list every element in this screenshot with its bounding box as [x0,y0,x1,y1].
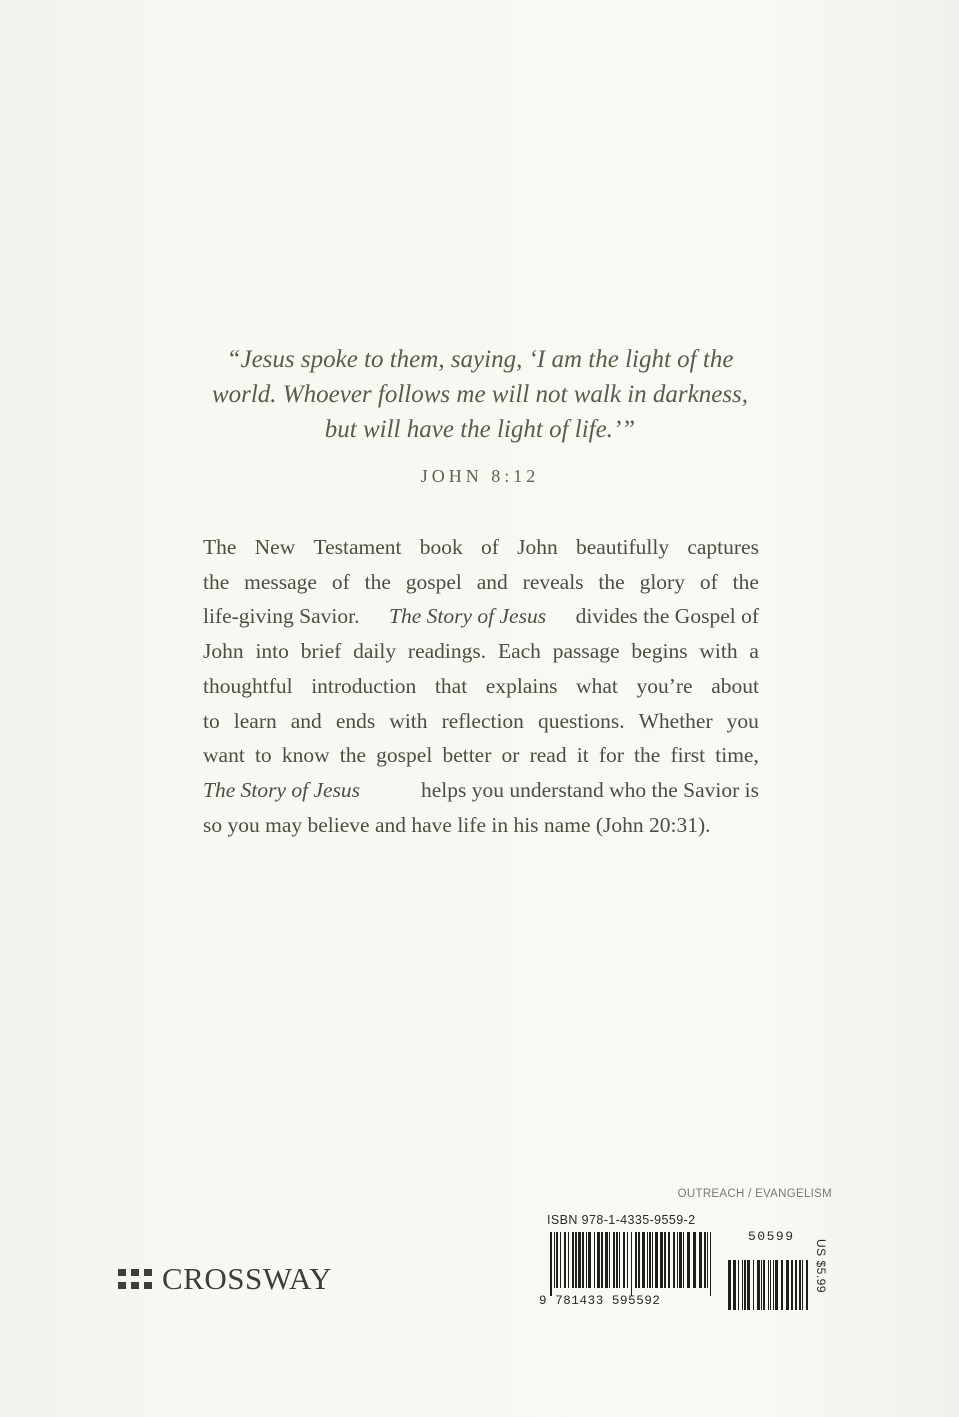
description-line [203,704,759,739]
description-word: the [364,569,391,594]
epigraph-line: “Jesus spoke to them, saying, ‘I am the light of the [226,346,734,373]
crossway-mark-icon [118,1267,152,1291]
description-line [203,738,759,773]
description-line [203,669,759,704]
description-line [203,808,759,843]
publisher-name: CROSSWAY [162,1261,332,1296]
description-word: to [254,743,272,768]
description-word: begins [631,639,688,664]
description-word: time, [715,743,759,768]
description-word: Whether [638,708,713,733]
description-word: with [699,639,738,664]
description-word: what [576,673,618,698]
description-word: better [442,743,492,768]
description-word: the [203,569,230,594]
description-word: message [244,569,317,594]
description-word: readings. [407,639,487,664]
book-title: The Story of Jesus [389,604,547,629]
description-word: learn [233,708,277,733]
description-word: passage [552,639,620,664]
description-word: the [634,743,661,768]
description-word: glory [639,569,685,594]
description-word: ends [335,708,376,733]
description-word: book [419,535,463,559]
description-word: a [749,639,759,664]
description-word: you’re [636,673,693,698]
description-word: captures [687,535,759,559]
description-word: with [389,708,428,733]
barcode-addon [728,1260,808,1310]
description-word: gospel [376,743,433,768]
description-text: divides the Gospel of [575,604,759,629]
description-word: for [598,743,624,768]
description-word: The [203,535,237,559]
description-word: or [501,743,520,768]
description-word: know [281,743,330,768]
description-word: Each [497,639,541,664]
description-word: explains [485,673,558,698]
epigraph-line: but will have the light of life.’” [324,416,636,443]
publisher-logo [118,1262,332,1296]
description-word: introduction [311,673,417,698]
description-line [203,634,759,669]
epigraph-quote [200,342,760,447]
description-word: beautifully [575,535,670,559]
description-word: thoughtful [203,673,293,698]
description-word: and [476,569,508,594]
description-word: gospel [405,569,462,594]
description-word: daily [353,639,397,664]
price-code-digits: 50599 [748,1229,795,1244]
description-line [203,599,759,634]
barcode-main [550,1232,712,1296]
book-title: The Story of Jesus [203,777,361,802]
description-text: so you may believe and have life in his name (John 20:31). [203,812,711,837]
description-word: read [529,743,567,768]
description-word: that [434,673,468,698]
epigraph-line: world. Whoever follows me will not walk in darkness, [211,381,749,408]
description-word: of [480,535,499,559]
category-label: OUTREACH / EVANGELISM [677,1188,832,1200]
description-word: reflection [441,708,524,733]
price-label [810,1230,832,1302]
description-line [203,773,759,808]
description-word: questions. [537,708,625,733]
description-word: brief [300,639,342,664]
description-word: it [576,743,589,768]
description-word: want [203,743,245,768]
barcode-digits: 9 781433 595592 [539,1294,661,1308]
description-word: of [699,569,718,594]
description-text: helps you understand who the Savior is [421,777,759,802]
description-word: you [726,708,759,733]
description-word: first [670,743,706,768]
description-word: and [290,708,322,733]
description-word: John [517,535,558,559]
description-line [203,565,759,600]
description-word: into [255,639,289,664]
book-description [203,530,759,842]
scripture-reference: JOHN 8:12 [420,466,540,486]
description-word: the [732,569,759,594]
description-word: New [254,535,296,559]
description-text: life-giving Savior. [203,604,360,629]
description-word: John [203,639,244,664]
description-word: Testament [313,535,402,559]
price-text: US $5.99 [814,1238,828,1294]
description-word: to [203,708,220,733]
description-word: the [598,569,625,594]
description-word: the [339,743,367,768]
description-word: of [331,569,350,594]
isbn-label: ISBN 978-1-4335-9559-2 [547,1213,696,1227]
description-word: about [711,673,759,698]
description-word: reveals [522,569,584,594]
description-line [203,530,759,565]
